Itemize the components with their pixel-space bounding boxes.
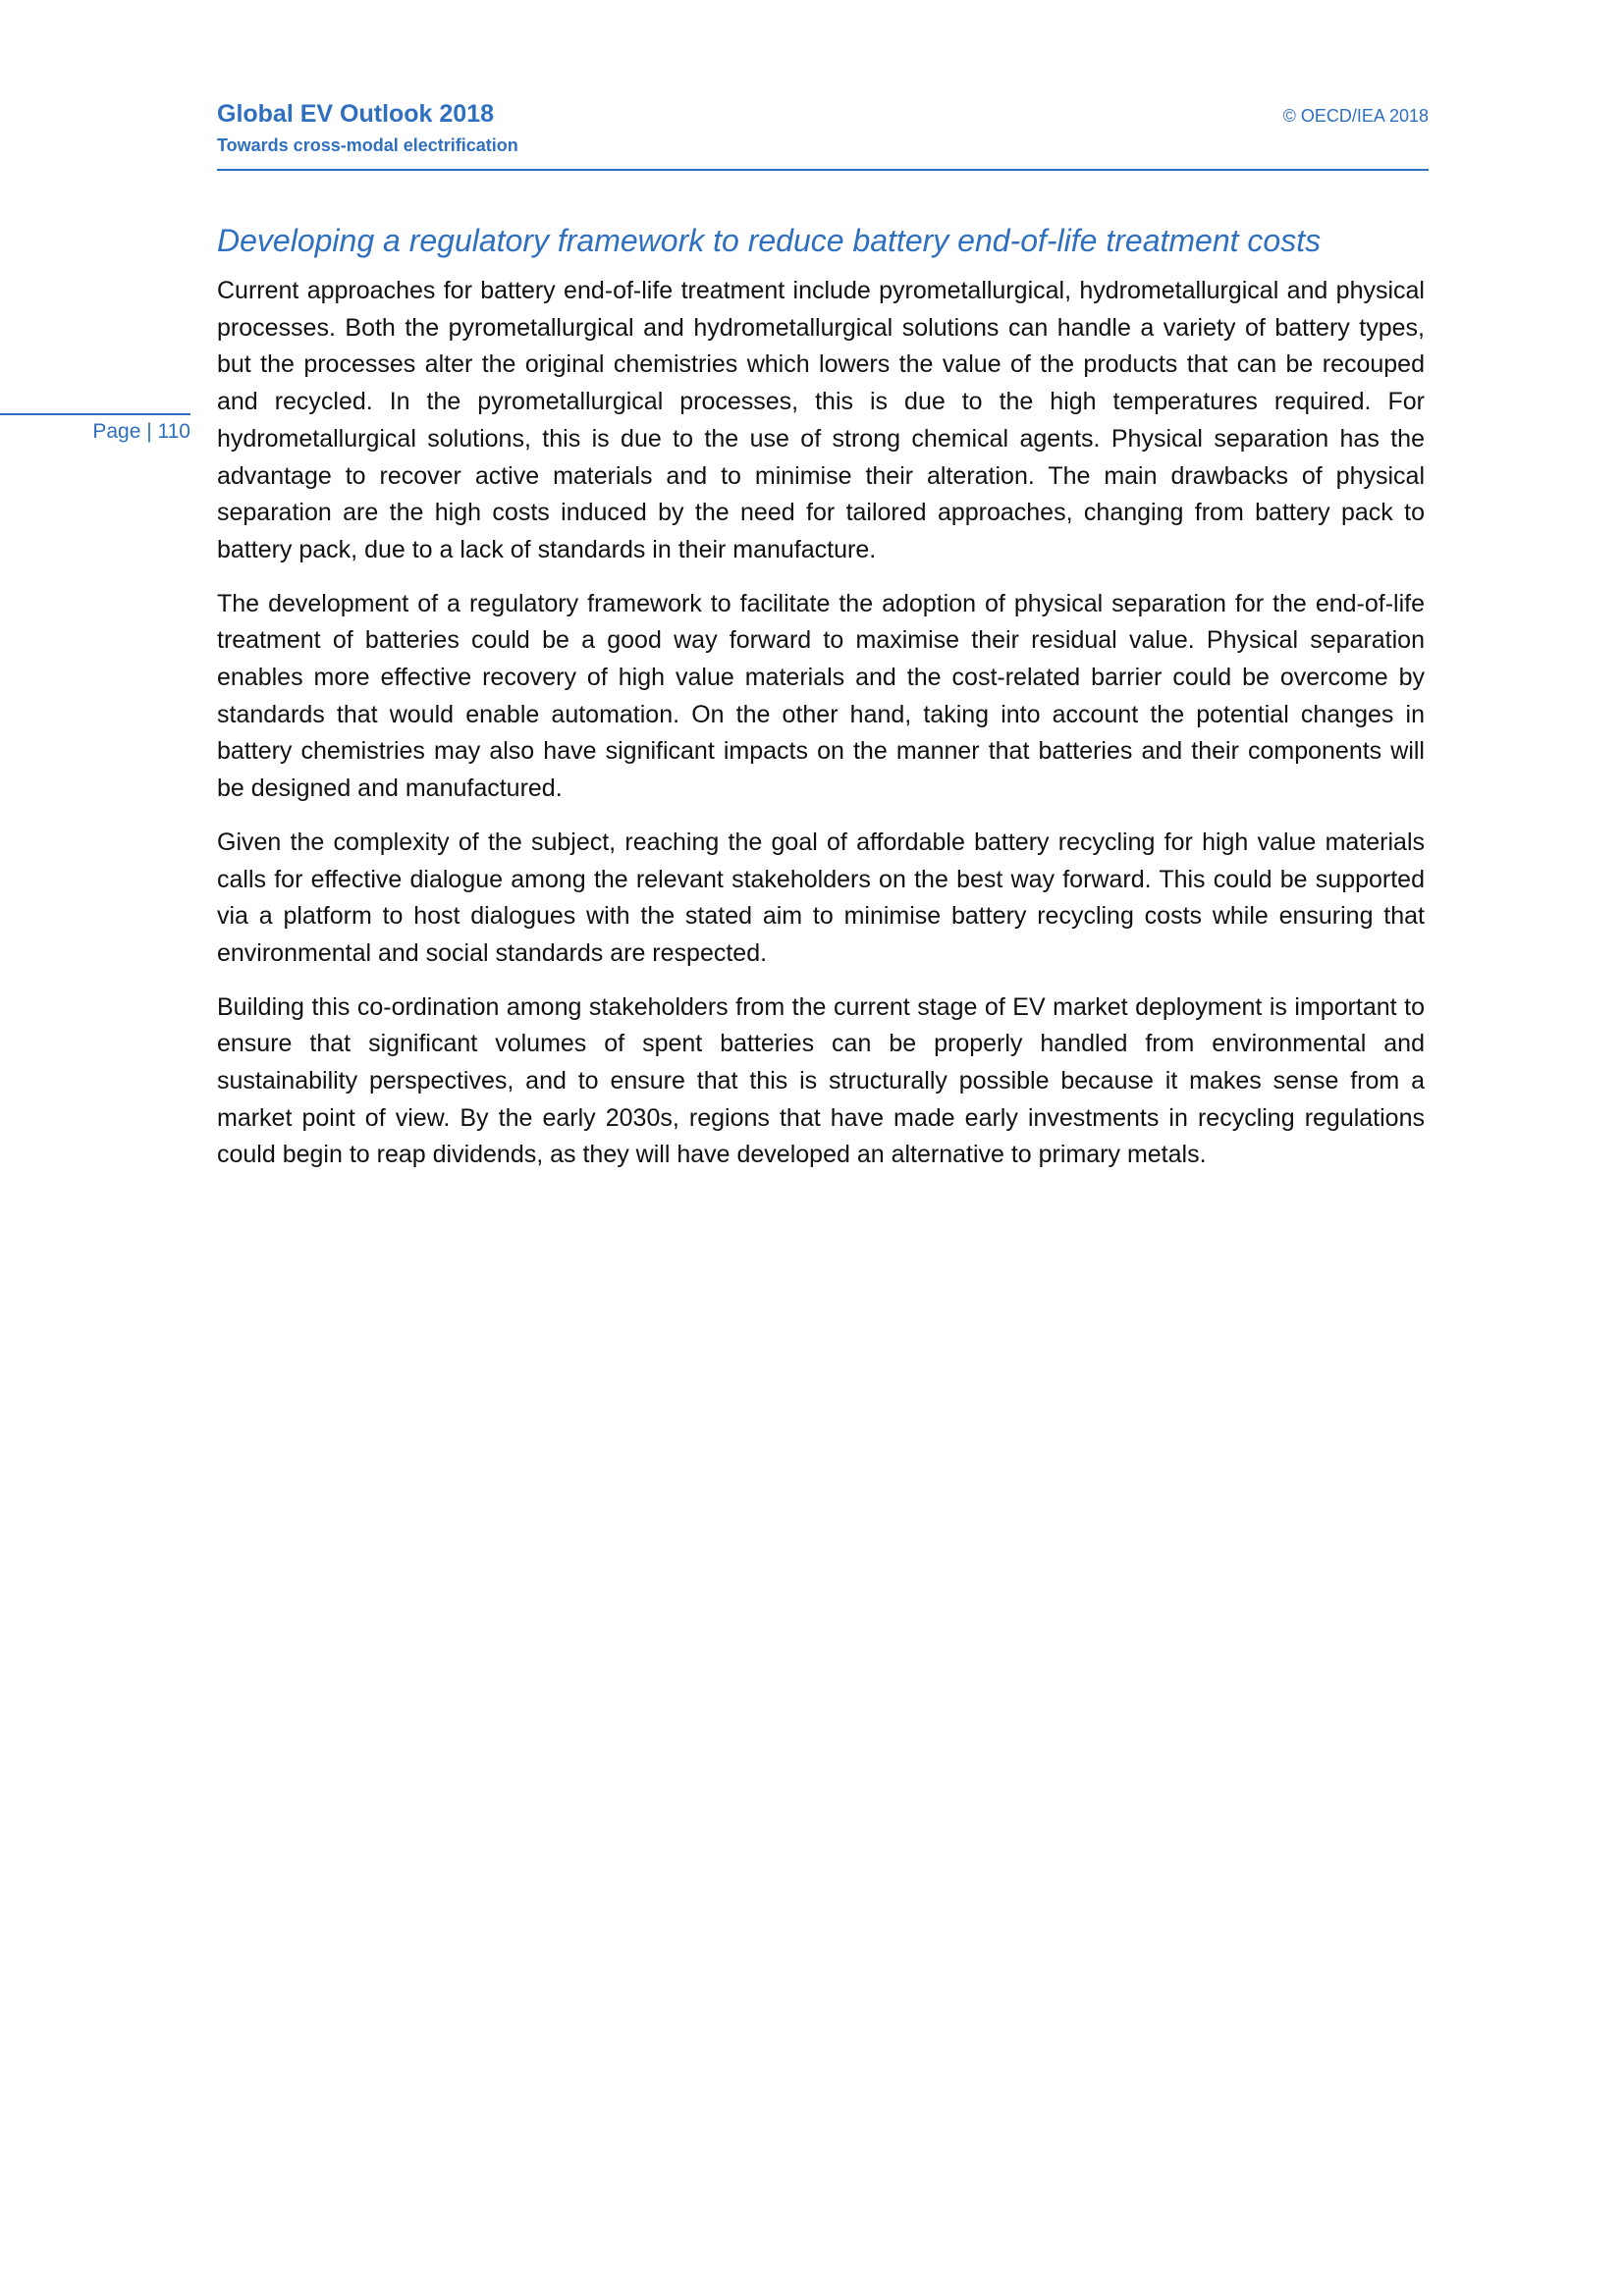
main-content	[217, 220, 1425, 1191]
document-title: Global EV Outlook 2018	[217, 100, 495, 128]
page-number-rule	[0, 413, 190, 415]
paragraph-3: Given the complexity of the subject, reaching the goal of affordable battery recycling for high value materials calls for effective dialogue among the relevant stakeholders on the best way forward. This could be supported via a platform to host dialogues with the stated aim to minimise battery recycling costs while ensuring that environmental and social standards are respected.	[217, 828, 1425, 967]
paragraph-2: The development of a regulatory framework to facilitate the adoption of physical separation for the end-of-life treatment of batteries could be a good way forward to maximise their residual value. Physical separation enables more effective recovery of high value materials and the cost-related barrier could be overcome by standards that would enable automation. On the other hand, taking into account the potential changes in battery chemistries may also have significant impacts on the manner that batteries and their components will be designed and manufactured.	[217, 589, 1425, 803]
page-header	[217, 100, 1429, 171]
page-number: Page | 110	[92, 420, 190, 443]
copyright-notice: © OECD/IEA 2018	[1282, 106, 1429, 126]
paragraph-4: Building this co-ordination among stakeholders from the current stage of EV market deployment is important to ensure that significant volumes of spent batteries can be properly handled from environmental and sustainability perspectives, and to ensure that this is structurally possible because it makes sense from a market point of view. By the early 2030s, regions that have made early investments in recycling regulations could begin to reap dividends, as they will have developed an alternative to primary metals.	[217, 992, 1425, 1169]
document-subtitle: Towards cross-modal electrification	[217, 135, 518, 155]
section-heading: Developing a regulatory framework to reduce battery end-of-life treatment costs	[217, 223, 1322, 258]
paragraph-1: Current approaches for battery end-of-life treatment include pyrometallurgical, hydrometallurgical and physical processes. Both the pyrometallurgical and hydrometallurgical solutions can handle a variety of battery types, but the processes alter the original chemistries which lowers the value of the products that can be recouped and recycled. In the pyrometallurgical processes, this is due to the high temperatures required. For hydrometallurgical solutions, this is due to the use of strong chemical agents. Physical separation has the advantage to recover active materials and to minimise their alteration. The main drawbacks of physical separation are the high costs induced by the need for tailored approaches, changing from battery pack to battery pack, due to a lack of standards in their manufacture.	[217, 277, 1425, 563]
